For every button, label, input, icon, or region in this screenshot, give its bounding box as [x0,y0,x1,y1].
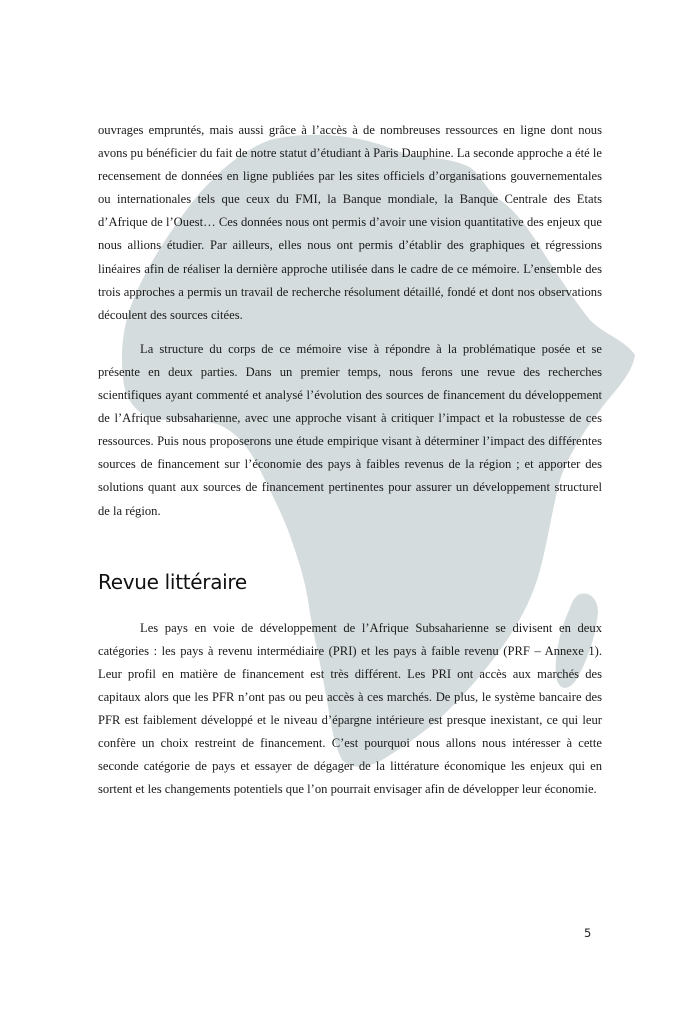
paragraph-methodology: ouvrages empruntés, mais aussi grâce à l’accès à de nombreuses ressources en ligne dont nous avons pu bénéficier du fait de notre statut d’étudiant à Paris Dauphine. La seconde approche a été le recensement de données en ligne publiées par les sites officiels d’organisations gouvernementales ou internationales tels que ceux du FMI, la Banque mondiale, la Banque Centrale des Etats d’Afrique de l’Ouest… Ces données nous ont permis d’avoir une vision quantitative des enjeux que nous allions étudier. Par ailleurs, elles nous ont permis d’établir des graphiques et régressions linéaires afin de réaliser la dernière approche utilisée dans le cadre de ce mémoire. L’ensemble des trois approches a permis un travail de recherche résolument détaillé, fondé et dont nos observations découlent des sources citées. [98,123,602,322]
paragraph-structure: La structure du corps de ce mémoire vise à répondre à la problématique posée et se présente en deux parties. Dans un premier temps, nous ferons une revue des recherches scientifiques ayant commenté et analysé l’évolution des sources de financement du développement de l’Afrique subsaharienne, avec une approche visant à critiquer l’impact et la robustesse de ces ressources. Puis nous proposerons une étude empirique visant à déterminer l’impact des différentes sources de financement sur l’économie des pays à faibles revenus de la région ; et apporter des solutions quant aux sources de financement pertinentes pour assurer un développement structurel de la région. [98,341,602,518]
page-number: 5 [584,926,592,940]
section-heading: Revue littéraire [98,569,247,594]
page-content [98,119,602,801]
paragraph-literature-review: Les pays en voie de développement de l’Afrique Subsaharienne se divisent en deux catégories : les pays à revenu intermédiaire (PRI) et les pays à faible revenu (PRF – Annexe 1). Leur profil en matière de financement est très différent. Les PRI ont accès aux marchés des capitaux alors que les PFR n’ont pas ou peu accès à ces marchés. De plus, le système bancaire des PFR est faiblement développé et le niveau d’épargne intérieure est presque inexistant, ce qui leur confère un choix restreint de financement. C’est pourquoi nous allons nous intéresser à cette seconde catégorie de pays et essayer de dégager de la littérature économique les enjeux qui en sortent et les changements potentiels que l’on pourrait envisager afin de développer leur économie. [98,620,602,797]
